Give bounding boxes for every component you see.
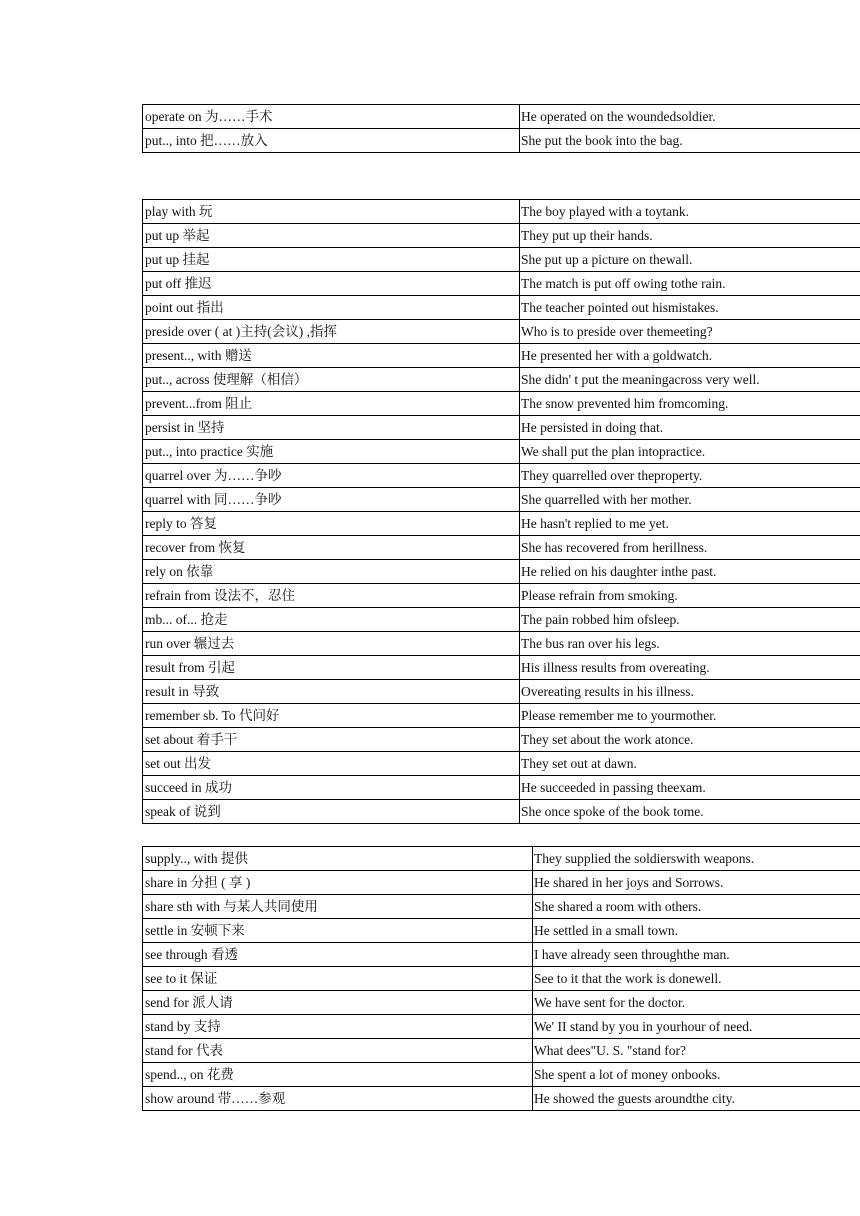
example-sentence-cell: She has recovered from herillness. [520,536,860,560]
phrase-cell: set out 出发 [143,752,520,776]
phrase-cell: refrain from 设法不，忍住 [143,584,520,608]
example-sentence-cell: The boy played with a toytank. [520,200,860,224]
table-row [143,464,860,488]
phrase-cell: persist in 坚持 [143,416,520,440]
phrase-cell: settle in 安顿下来 [143,919,533,943]
table-body [143,847,860,1111]
example-sentence-cell: The pain robbed him ofsleep. [520,608,860,632]
table-row [143,392,860,416]
phrase-cell: put off 推迟 [143,272,520,296]
table-row [143,368,860,392]
table-row [143,416,860,440]
table-row [143,320,860,344]
phrase-cell: speak of 说到 [143,800,520,824]
table-row [143,1039,860,1063]
table-row [143,1015,860,1039]
phrase-cell: succeed in 成功 [143,776,520,800]
table-body [143,200,860,824]
phrase-cell: supply.., with 提供 [143,847,533,871]
phrase-cell: quarrel with 同……争吵 [143,488,520,512]
table-row [143,632,860,656]
example-sentence-cell: She spent a lot of money onbooks. [533,1063,860,1087]
table-row [143,871,860,895]
phrase-cell: see to it 保证 [143,967,533,991]
example-sentence-cell: She once spoke of the book tome. [520,800,860,824]
example-sentence-cell: They put up their hands. [520,224,860,248]
table-row [143,1063,860,1087]
table-body [143,105,860,153]
table-row [143,680,860,704]
phrase-table-2 [142,199,860,824]
phrase-cell: prevent...from 阻止 [143,392,520,416]
phrase-cell: stand for 代表 [143,1039,533,1063]
table-row [143,129,860,153]
table-row [143,440,860,464]
example-sentence-cell: He relied on his daughter inthe past. [520,560,860,584]
table-row [143,656,860,680]
phrase-cell: quarrel over 为……争吵 [143,464,520,488]
phrase-cell: stand by 支持 [143,1015,533,1039]
phrase-cell: preside over ( at )主持(会议) ,指挥 [143,320,520,344]
phrase-cell: operate on 为……手术 [143,105,520,129]
phrase-cell: run over 辗过去 [143,632,520,656]
example-sentence-cell: They set out at dawn. [520,752,860,776]
phrase-cell: share sth with 与某人共同使用 [143,895,533,919]
phrase-cell: play with 玩 [143,200,520,224]
table-row [143,704,860,728]
example-sentence-cell: Who is to preside over themeeting? [520,320,860,344]
table-row [143,967,860,991]
phrase-cell: put.., into 把……放入 [143,129,520,153]
example-sentence-cell: They supplied the soldierswith weapons. [533,847,860,871]
example-sentence-cell: He hasn't replied to me yet. [520,512,860,536]
table-row [143,608,860,632]
phrase-cell: put.., across 使理解（相信） [143,368,520,392]
phrase-cell: remember sb. To 代问好 [143,704,520,728]
example-sentence-cell: What dees"U. S. "stand for? [533,1039,860,1063]
example-sentence-cell: He presented her with a goldwatch. [520,344,860,368]
phrase-cell: result in 导致 [143,680,520,704]
table-row [143,895,860,919]
phrase-cell: present.., with 赠送 [143,344,520,368]
table-row [143,584,860,608]
table-row [143,919,860,943]
table-row [143,200,860,224]
example-sentence-cell: I have already seen throughthe man. [533,943,860,967]
phrase-cell: send for 派人请 [143,991,533,1015]
phrase-table-1 [142,104,860,153]
table-row [143,512,860,536]
example-sentence-cell: He succeeded in passing theexam. [520,776,860,800]
example-sentence-cell: His illness results from overeating. [520,656,860,680]
table-row [143,991,860,1015]
table-row [143,272,860,296]
phrase-cell: put.., into practice 实施 [143,440,520,464]
example-sentence-cell: The teacher pointed out hismistakes. [520,296,860,320]
phrase-cell: put up 举起 [143,224,520,248]
phrase-cell: spend.., on 花费 [143,1063,533,1087]
table-row [143,248,860,272]
example-sentence-cell: They set about the work atonce. [520,728,860,752]
example-sentence-cell: He shared in her joys and Sorrows. [533,871,860,895]
table-row [143,943,860,967]
example-sentence-cell: Please remember me to yourmother. [520,704,860,728]
table-row [143,536,860,560]
phrase-cell: set about 着手干 [143,728,520,752]
example-sentence-cell: He persisted in doing that. [520,416,860,440]
phrase-cell: share in 分担 ( 享 ) [143,871,533,895]
example-sentence-cell: We shall put the plan intopractice. [520,440,860,464]
example-sentence-cell: She didn' t put the meaningacross very well. [520,368,860,392]
example-sentence-cell: She put up a picture on thewall. [520,248,860,272]
table-row [143,1087,860,1111]
table-row [143,560,860,584]
phrase-cell: reply to 答复 [143,512,520,536]
example-sentence-cell: They quarrelled over theproperty. [520,464,860,488]
table-row [143,776,860,800]
phrase-cell: see through 看透 [143,943,533,967]
table-row [143,344,860,368]
table-row [143,847,860,871]
phrase-cell: point out 指出 [143,296,520,320]
table-row [143,800,860,824]
table-row [143,224,860,248]
phrase-cell: mb... of... 抢走 [143,608,520,632]
phrase-cell: result from 引起 [143,656,520,680]
example-sentence-cell: He showed the guests aroundthe city. [533,1087,860,1111]
phrase-cell: show around 带……参观 [143,1087,533,1111]
phrase-cell: recover from 恢复 [143,536,520,560]
example-sentence-cell: The bus ran over his legs. [520,632,860,656]
example-sentence-cell: Please refrain from smoking. [520,584,860,608]
example-sentence-cell: He settled in a small town. [533,919,860,943]
example-sentence-cell: He operated on the woundedsoldier. [520,105,860,129]
example-sentence-cell: We have sent for the doctor. [533,991,860,1015]
example-sentence-cell: The snow prevented him fromcoming. [520,392,860,416]
example-sentence-cell: See to it that the work is donewell. [533,967,860,991]
table-row [143,296,860,320]
table-row [143,488,860,512]
table-row [143,105,860,129]
phrase-cell: rely on 依靠 [143,560,520,584]
table-row [143,728,860,752]
table-row [143,752,860,776]
example-sentence-cell: She put the book into the bag. [520,129,860,153]
phrase-table-3 [142,846,860,1111]
example-sentence-cell: We' II stand by you in yourhour of need. [533,1015,860,1039]
example-sentence-cell: Overeating results in his illness. [520,680,860,704]
example-sentence-cell: She shared a room with others. [533,895,860,919]
phrase-cell: put up 挂起 [143,248,520,272]
example-sentence-cell: The match is put off owing tothe rain. [520,272,860,296]
example-sentence-cell: She quarrelled with her mother. [520,488,860,512]
